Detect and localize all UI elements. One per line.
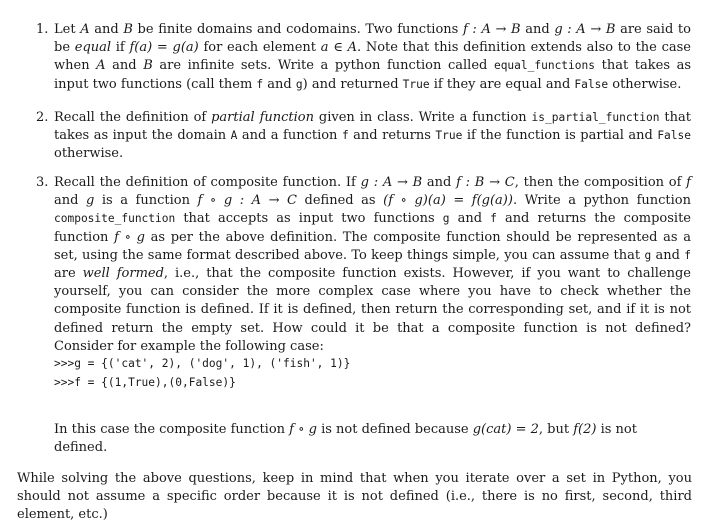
code-line-g: >>>g = {('cat', 2), ('dog', 1), ('fish', 1)}: [54, 357, 351, 370]
text-run: and: [422, 175, 457, 190]
code-identifier: g: [644, 248, 652, 262]
code-identifier: f: [684, 248, 691, 262]
code-identifier: A: [230, 129, 238, 143]
text-run: and: [651, 247, 685, 263]
math: a ∈ A: [320, 40, 357, 56]
code-identifier: composite_function: [54, 212, 176, 226]
code-identifier: is_partial_function: [531, 111, 660, 124]
exercise-number: 3.: [36, 175, 49, 190]
code-identifier: f: [490, 212, 497, 226]
text-run: , then the composition of: [514, 175, 687, 190]
math: g : A → B: [554, 22, 616, 37]
text-run: that takes as input the domain: [54, 110, 691, 144]
code-identifier: g: [295, 77, 303, 91]
text-run: . Note that this definition extends also to the case when: [54, 40, 691, 74]
math: f: [686, 175, 691, 190]
exercise-number: 1.: [36, 22, 49, 37]
math: f ∘ g : A → C: [197, 193, 297, 209]
math: f ∘ g: [114, 229, 145, 245]
text-run: that accepts as input two functions: [175, 211, 443, 227]
math: A: [80, 22, 90, 37]
exercise-text: [54, 109, 691, 164]
text-run: and a function: [237, 128, 342, 144]
math: g : A → B: [360, 175, 423, 190]
text-run: . Write a python function: [512, 193, 691, 209]
text-run: and returns the composite function: [54, 211, 692, 245]
code-identifier: False: [574, 77, 609, 91]
text-run: In this case the composite function: [54, 422, 290, 437]
text-run: if the function is partial and: [462, 128, 658, 144]
code-identifier: False: [657, 129, 691, 143]
code-identifier: g: [442, 212, 450, 226]
math: f ∘ g: [289, 422, 317, 437]
math: B: [143, 58, 153, 74]
code-identifier: True: [435, 129, 463, 143]
text-run: if they are equal and: [429, 76, 575, 92]
emphasis: equal: [74, 40, 112, 56]
text-run: are infinite sets. Write a python function called: [152, 58, 494, 74]
exercise-3: [36, 174, 691, 356]
math: f(2): [573, 422, 597, 437]
code-identifier: equal_functions: [493, 59, 595, 73]
text-run: are said to be: [54, 22, 691, 56]
text-run: otherwise.: [608, 76, 682, 92]
math: f(a) = g(a): [129, 40, 199, 56]
text-run: Recall the definition of: [54, 110, 212, 125]
text-run: and: [89, 22, 124, 37]
text-run: Recall the definition of composite function. If: [54, 175, 361, 190]
math: B: [123, 22, 133, 37]
iteration-order-note: While solving the above questions, keep in mind that when you iterate over a set in Python, you should not assume a specific order because it is not defined (i.e., there is no first, second, third element, etc.): [17, 471, 692, 523]
text-run: given in class. Write a function: [314, 110, 532, 125]
text-run: for each element: [198, 40, 321, 56]
exercise-text: [54, 21, 691, 94]
code-identifier: True: [402, 77, 430, 91]
math: f : A → B: [462, 22, 521, 37]
emphasis: well formed: [82, 266, 164, 282]
text-run: and: [54, 193, 86, 209]
exercise-1: [36, 21, 691, 94]
code-example: [54, 354, 350, 392]
text-run: and returns: [348, 128, 436, 144]
text-run: be finite domains and codomains. Two functions: [132, 22, 463, 37]
composite-undefined-note: [54, 421, 694, 457]
math: g(cat) = 2: [472, 422, 539, 437]
text-run: ) and returned: [302, 76, 403, 92]
text-run: are: [54, 266, 83, 282]
code-identifier: f: [341, 129, 349, 143]
text-run: if: [111, 40, 130, 56]
exercise-number: 2.: [36, 110, 49, 125]
text-run: is not defined.: [54, 422, 637, 456]
exercise-text: [54, 174, 691, 356]
emphasis: partial function: [211, 110, 314, 125]
text-run: , but: [538, 422, 574, 437]
code-line-f: >>>f = {(1,True),(0,False)}: [54, 376, 236, 389]
math: A: [96, 58, 106, 74]
math: (f ∘ g)(a) = f(g(a)): [383, 193, 513, 209]
math: g: [86, 193, 95, 209]
text-run: and: [449, 211, 491, 227]
text-run: is a function: [94, 193, 198, 209]
math: f : B → C: [456, 175, 515, 190]
text-run: defined as: [296, 193, 384, 209]
text-run: is not defined because: [316, 422, 473, 437]
text-run: , i.e., that the composite function exists. However, if you want to challenge yourself, you can consider the more complex case where you have to check whether the composite function is defined. If it is defined, then return the corresponding set, and if it is not defined return the empty set. How could it be that a composite function is not defined? Consider for example the following case:: [54, 266, 692, 354]
code-identifier: f: [256, 77, 264, 91]
text-run: that takes as input two functions (call them: [54, 58, 692, 92]
exercise-2: [36, 109, 691, 164]
text-run: and: [105, 58, 144, 74]
text-run: as per the above definition. The composite function should be represented as a set, using the same format described above. To keep things simple, you can assume that: [54, 229, 691, 263]
text-run: and: [263, 76, 296, 92]
text-run: otherwise.: [54, 146, 124, 162]
text-run: and: [520, 22, 555, 37]
text-run: Let: [54, 22, 81, 37]
